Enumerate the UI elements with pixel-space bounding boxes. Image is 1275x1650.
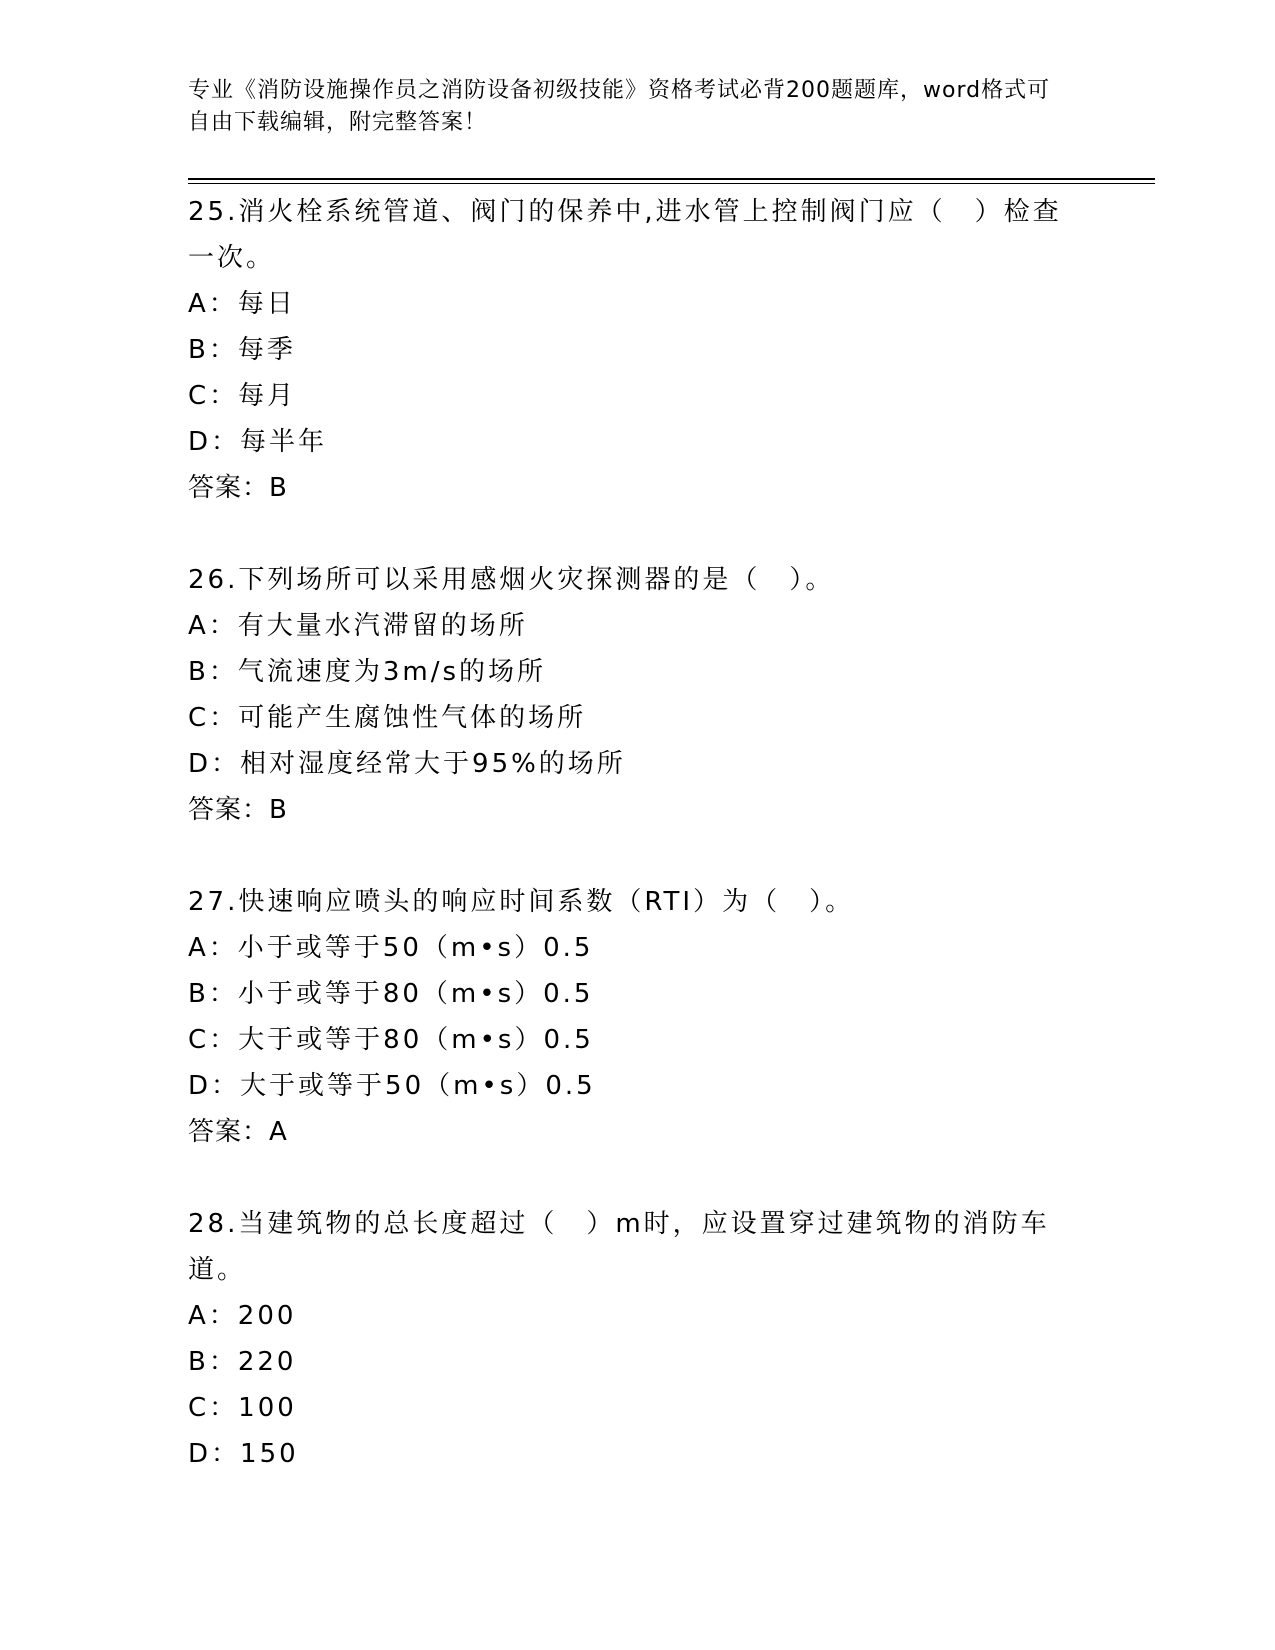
option-d: D：相对湿度经常大于95%的场所 — [188, 749, 626, 779]
answer-line: 答案：A — [188, 1117, 288, 1147]
question-stem: 26.下列场所可以采用感烟火灾探测器的是（ ）。 — [188, 565, 835, 595]
header-divider-thin — [188, 183, 1155, 184]
question-stem: 28.当建筑物的总长度超过（ ）m时，应设置穿过建筑物的消防车道。 — [188, 1209, 1050, 1285]
option-b: B：每季 — [188, 335, 296, 365]
question-stem: 27.快速响应喷头的响应时间系数（RTI）为（ ）。 — [188, 887, 855, 917]
question-26 — [188, 557, 1088, 879]
option-a: A：200 — [188, 1301, 297, 1331]
option-a: A：小于或等于50（m•s）0.5 — [188, 933, 594, 963]
option-d: D：大于或等于50（m•s）0.5 — [188, 1071, 596, 1101]
option-c: C：可能产生腐蚀性气体的场所 — [188, 703, 587, 733]
option-d: D：每半年 — [188, 427, 328, 457]
question-28 — [188, 1201, 1088, 1477]
option-b: B：气流速度为3m/s的场所 — [188, 657, 547, 687]
option-a: A：有大量水汽滞留的场所 — [188, 611, 528, 641]
question-spacer — [188, 1155, 1088, 1201]
header-divider-thick — [188, 178, 1155, 180]
page-header: 专业《消防设施操作员之消防设备初级技能》资格考试必背200题题库，word格式可自由下载编辑，附完整答案！ — [188, 78, 1051, 135]
option-b: B：小于或等于80（m•s）0.5 — [188, 979, 594, 1009]
question-spacer — [188, 511, 1088, 557]
option-a: A：每日 — [188, 289, 296, 319]
answer-line: 答案：B — [188, 473, 288, 503]
question-spacer — [188, 833, 1088, 879]
option-c: C：大于或等于80（m•s）0.5 — [188, 1025, 594, 1055]
question-stem: 25.消火栓系统管道、阀门的保养中,进水管上控制阀门应（ ）检查一次。 — [188, 197, 1062, 273]
option-d: D：150 — [188, 1439, 299, 1469]
question-list — [188, 189, 1088, 1477]
option-c: C：100 — [188, 1393, 297, 1423]
answer-line: 答案：B — [188, 795, 288, 825]
question-25 — [188, 189, 1088, 557]
question-27 — [188, 879, 1088, 1201]
option-c: C：每月 — [188, 381, 297, 411]
option-b: B：220 — [188, 1347, 297, 1377]
